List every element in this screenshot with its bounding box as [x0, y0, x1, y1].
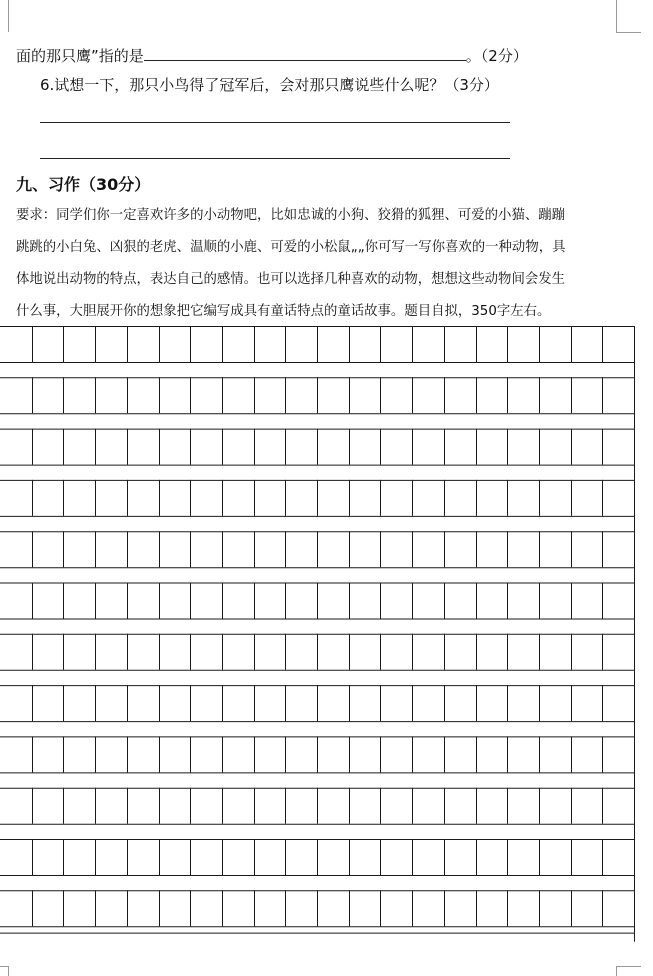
requirement-line-1: 要求：同学们你一定喜欢许多的小动物吧，比如忠诚的小狗、狡猾的狐狸、可爱的小猫、蹦蹦 [16, 208, 566, 223]
question-5-prefix: 面的那只鹰”指的是 [16, 47, 144, 65]
requirement-line-2: 跳跳的小白兔、凶狠的老虎、温顺的小鹿、可爱的小松鼠„„你可写一写你喜欢的一种动物，具 [16, 240, 566, 255]
requirement-line-4: 什么事，大胆展开你的想象把它编写成具有童话特点的童话故事。题目自拟，350字左右。 [16, 304, 551, 319]
requirement-line-3: 体地说出动物的特点，表达自己的感情。也可以选择几种喜欢的动物，想想这些动物间会发生 [16, 272, 566, 287]
question-6-prompt: 6.试想一下，那只小鸟得了冠军后，会对那只鹰说些什么呢？（3分） [40, 76, 499, 94]
question-5-suffix: 。（2分） [465, 47, 528, 65]
section-9-heading: 九、习作（30分） [16, 175, 151, 194]
